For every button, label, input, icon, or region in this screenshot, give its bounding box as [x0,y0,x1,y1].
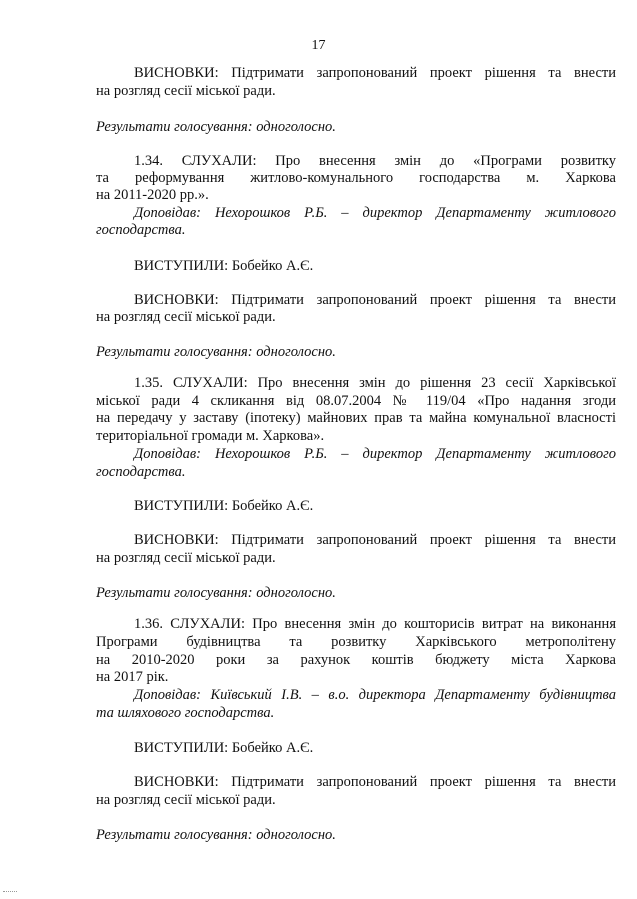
heard-1-35-line-3: на передачу у заставу (іпотеку) майнових прав та майна комунальної власності [96,410,616,426]
spoke-1-34: ВИСТУПИЛИ: Бобейко А.Є. [134,258,314,274]
heard-1-35-line-1: 1.35. СЛУХАЛИ: Про внесення змін до рішення 23 сесії Харківської [134,375,616,391]
scan-artifact [3,891,17,895]
speaker-1-36-line-1: Доповідав: Київський І.В. – в.о. директора Департаменту будівництва [134,687,616,703]
heard-1-36-line-1: 1.36. СЛУХАЛИ: Про внесення змін до кошторисів витрат на виконання [134,616,616,632]
conclusion-1-36-line-2: на розгляд сесії міської ради. [96,792,276,808]
heard-1-34-line-3: на 2011-2020 рр.». [96,187,209,203]
speaker-1-36-line-2: та шляхового господарства. [96,705,275,721]
spoke-1-35: ВИСТУПИЛИ: Бобейко А.Є. [134,498,314,514]
heard-1-35-line-2: міської ради 4 скликання від 08.07.2004 № 119/04 «Про надання згоди [96,393,616,409]
vote-result-1-35: Результати голосування: одноголосно. [96,585,336,601]
conclusion-1-35-line-2: на розгляд сесії міської ради. [96,550,276,566]
speaker-1-35-line-2: господарства. [96,464,186,480]
heard-1-34-line-2: та реформування житлово-комунального господарства м. Харкова [96,170,616,186]
speaker-1-34-line-1: Доповідав: Нехорошков Р.Б. – директор Департаменту житлового [134,205,616,221]
conclusion-line-2: на розгляд сесії міської ради. [96,83,276,99]
heard-1-34-line-1: 1.34. СЛУХАЛИ: Про внесення змін до «Програми розвитку [134,153,616,169]
heard-1-36-line-3: на 2010-2020 роки за рахунок коштів бюджету міста Харкова [96,652,616,668]
conclusion-1-35-line-1: ВИСНОВКИ: Підтримати запропонований проект рішення та внести [134,532,616,548]
heard-1-36-line-2: Програми будівництва та розвитку Харківського метрополітену [96,634,616,650]
vote-result: Результати голосування: одноголосно. [96,119,336,135]
heard-1-36-line-4: на 2017 рік. [96,669,169,685]
conclusion-1-34-line-2: на розгляд сесії міської ради. [96,309,276,325]
conclusion-1-36-line-1: ВИСНОВКИ: Підтримати запропонований проект рішення та внести [134,774,616,790]
speaker-1-35-line-1: Доповідав: Нехорошков Р.Б. – директор Департаменту житлового [134,446,616,462]
vote-result-1-34: Результати голосування: одноголосно. [96,344,336,360]
spoke-1-36: ВИСТУПИЛИ: Бобейко А.Є. [134,740,314,756]
conclusion-1-34-line-1: ВИСНОВКИ: Підтримати запропонований проект рішення та внести [134,292,616,308]
conclusion-line-1: ВИСНОВКИ: Підтримати запропонований проект рішення та внести [134,65,616,81]
heard-1-35-line-4: територіальної громади м. Харкова». [96,428,325,444]
speaker-1-34-line-2: господарства. [96,222,186,238]
vote-result-1-36: Результати голосування: одноголосно. [96,827,336,843]
page-number: 17 [311,38,326,53]
